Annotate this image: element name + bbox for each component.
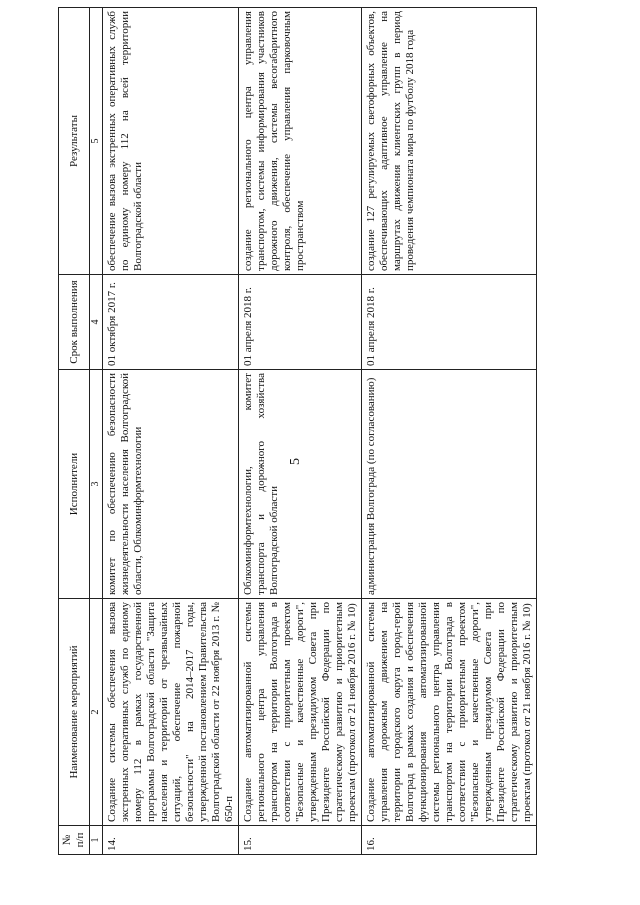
column-number-row	[90, 8, 103, 855]
header-executors: Исполнители	[59, 370, 90, 599]
row-term: 01 апреля 2018 г.	[362, 275, 537, 370]
row-executors: Облкоминформтехнологии, комитет транспорта и дорожного хозяйства Волгоградской области	[239, 370, 362, 599]
row-measure-name: Создание системы обеспечения вызова экстренных оперативных служб по единому номеру 112 в рамках государственной программы Волгоградской области "Защита населения и территорий от чрезвычайных ситуаций, обеспечение пожарной безопасности" на 2014–2017 годы, утвержденной постановлением Правительства Волгоградской области от 22 ноября 2013 г. № 650-п	[103, 599, 239, 826]
row-measure-name: Создание автоматизированной системы регионального центра управления транспортом на территории Волгограда в соответствии с приоритетным проектом "Безопасные и качественные дороги", утвержденным президиумом Совета при Президенте Российской Федерации по стратегическому развитию и приоритетным проектам (протокол от 21 ноября 2016 г. № 10)	[239, 599, 362, 826]
table-row	[362, 8, 537, 855]
header-num: № п/п	[59, 826, 90, 855]
row-term: 01 октября 2017 г.	[103, 275, 239, 370]
header-row	[59, 8, 90, 855]
table-row	[103, 8, 239, 855]
column-number: 4	[90, 275, 103, 370]
row-executors: комитет по обеспечению безопасности жизнедеятельности населения Волгоградской области, Облкоминформтехнологии	[103, 370, 239, 599]
row-results: создание регионального центра управления транспортом, системы информирования участников дорожного движения, системы весогабаритного контроля, обеспечение управления парковочным пространством	[239, 8, 362, 275]
page-number: 5	[288, 458, 303, 465]
row-number: 15.	[239, 826, 362, 855]
header-name: Наименование мероприятий	[59, 599, 90, 826]
table-row	[239, 8, 362, 855]
row-measure-name: Создание автоматизированной системы управления дорожным движением на территории городского округа город-герой Волгоград в рамках создания и обеспечения функционирования автоматизированной системы регионального центра управления транспортом на территории Волгограда в соответствии с приоритетным проектом "Безопасные и качественные дороги", утвержденным президиумом Совета при Президенте Российской Федерации по стратегическому развитию и приоритетным проектам (протокол от 21 ноября 2016 г. № 10)	[362, 599, 537, 826]
column-number: 5	[90, 8, 103, 275]
row-results: создание 127 регулируемых светофорных объектов, обеспечивающих адаптивное управление на маршрутах движения клиентских групп в период проведения чемпионата мира по футболу 2018 года	[362, 8, 537, 275]
measures-table	[58, 7, 537, 855]
column-number: 3	[90, 370, 103, 599]
column-number: 1	[90, 826, 103, 855]
column-number: 2	[90, 599, 103, 826]
row-executors: администрация Волгограда (по согласованию)	[362, 370, 537, 599]
row-term: 01 апреля 2018 г.	[239, 275, 362, 370]
header-term: Срок выполнения	[59, 275, 90, 370]
row-results: обеспечение вызова экстренных оперативных служб по единому номеру 112 на всей территории Волгоградской области	[103, 8, 239, 275]
row-number: 14.	[103, 826, 239, 855]
row-number: 16.	[362, 826, 537, 855]
header-results: Результаты	[59, 8, 90, 275]
